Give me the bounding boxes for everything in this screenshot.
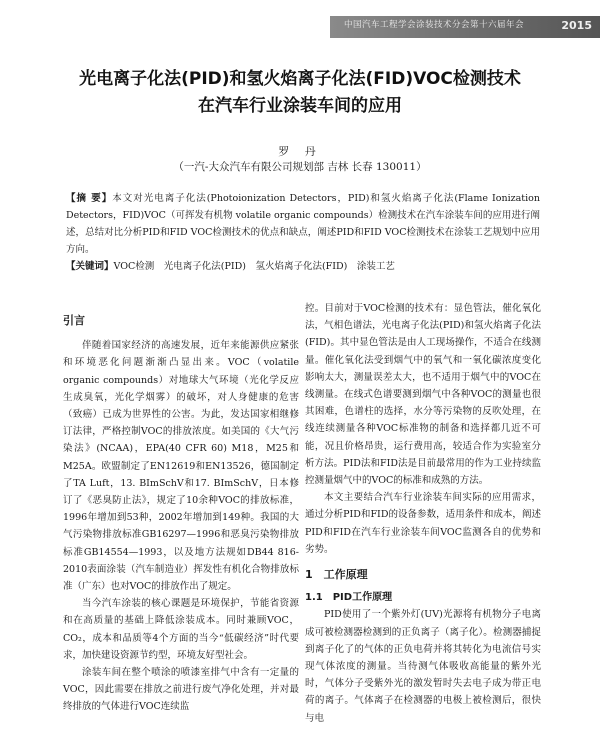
intro-paragraph-2: 当今汽车涂装的核心课题是环境保护，节能省资源和在高质量的基础上降低涂装成本。同时兼顾VOC，CO₂，成本和品质等4个方面的当今“低碳经济”时代要求，加快建设资源节约型，环境友好型社会。	[63, 598, 299, 661]
abstract-text: 本文对光电离子化法(Photoionization Detectors，PID)和氢火焰离子化法(Flame Ionization Detectors，FID)VOC（可挥发有机物 volatile organic compounds）检测技术在汽车涂装车间的应用进行阐述，总结对比分析PID和FID VOC检测技术的优点和缺点，阐述PID和FID VOC检测技术在涂装工艺规划中应用方向。	[66, 193, 540, 255]
abstract-label: 【摘 要】	[66, 193, 113, 204]
journal-name: 中国汽车工程学会涂装技术分会第十六届年会	[344, 20, 525, 30]
intro-paragraph-1: 伴随着国家经济的高速发展，近年来能源供应紧张和环境恶化问题渐渐凸显出来。VOC（volatile organic compounds）对地球大气环境（光化学反应生成臭氧，光化学烟雾）的破坏，对人身健康的危害（致癌）已成为世界性的公害。为此，发达国家相继修订法律，严格控制VOC的排放浓度。如美国的《大气污染法》(NCAA)，EPA(40 CFR 60) M18，M25和M25A。欧盟制定了EN12619和EN13526，德国制定了TA Luft，13. BImSchV和17. BImSchV，日本修订了《恶臭防止法》，规定了10余种VOC的排放标准，1996年增加到53种，2002年增加到149种。我国的大气污染物排放标准GB16297—1996和恶臭污染物排放标准GB14554—1993，以及地方法规如DB44 816-2010表面涂装（汽车制造业）挥发性有机化合物排放标准（广东）也对VOC的排放作出了规定。	[63, 340, 299, 593]
journal-header-bar	[330, 16, 600, 38]
paper-title	[36, 66, 564, 120]
keywords-label: 【关键词】	[66, 261, 114, 272]
right-paragraph-2: 本文主要结合汽车行业涂装车间实际的应用需求，通过分析PID和FID的设备参数，适用条件和成本，阐述PID和FID在汽车行业涂装车间VOC监测各自的优势和劣势。	[305, 492, 541, 555]
section-1-1-text: PID使用了一个紫外灯(UV)光源将有机物分子电离成可被检测器检测到的正负离子（离子化）。检测器捕捉到离子化了的气体的正负电荷并将其转化为电流信号实现气体浓度的测量。当待测气体吸收高能量的紫外光时，气体分子受紫外光的激发暂时失去电子成为带正电荷的离子。气体离子在检测器的电极上被检测后，很快与电	[305, 609, 541, 724]
title-line-2: 在汽车行业涂装车间的应用	[198, 96, 402, 116]
abstract	[66, 190, 540, 258]
author-name: 罗 丹	[278, 145, 322, 158]
left-column	[63, 300, 299, 716]
intro-paragraph-3: 涂装车间在整个喷涂的喷漆室排气中含有一定量的VOC，因此需要在排放之前进行废气净化处理，并对最终排放的气体进行VOC连续监	[63, 667, 299, 713]
abstract-block	[66, 190, 540, 275]
right-column	[305, 300, 541, 727]
intro-heading: 引言	[63, 314, 85, 327]
author-affiliation: （一汽-大众汽车有限公司规划部 吉林 长春 130011）	[173, 161, 427, 173]
title-line-1: 光电离子化法(PID)和氢火焰离子化法(FID)VOC检测技术	[79, 69, 521, 89]
right-paragraph-1: 控。目前对于VOC检测的技术有：显色管法，催化氧化法，气相色谱法，光电离子化法(PID)和氢火焰离子化法(FID)。其中显色管法是由人工现场操作，不适合在线测量。催化氧化法受到烟气中的氧气和一氧化碳浓度变化影响太大，测量误差太大，也不适用于烟气中的VOC在线测量。在线式色谱要测到烟气中各种VOC的测量也很其困难，色谱柱的选择，水分等污染物的反吹处理，在线连续测量各种VOC标准物的制备和选择都几近不可能，况且价格昂贵，运行费用高，较适合作为实验室分析方法。PID法和FID法是目前最常用的作为工业持续监控测量烟气中的VOC的标准和成熟的方法。	[305, 303, 541, 487]
section-1-heading: 1 工作原理	[305, 568, 368, 582]
keywords	[66, 258, 540, 275]
journal-year: 2015	[561, 19, 592, 32]
keywords-text: VOC检测 光电离子化法(PID) 氢火焰离子化法(FID) 涂装工艺	[113, 261, 395, 272]
section-1-1-heading: 1.1 PID工作原理	[305, 592, 393, 604]
